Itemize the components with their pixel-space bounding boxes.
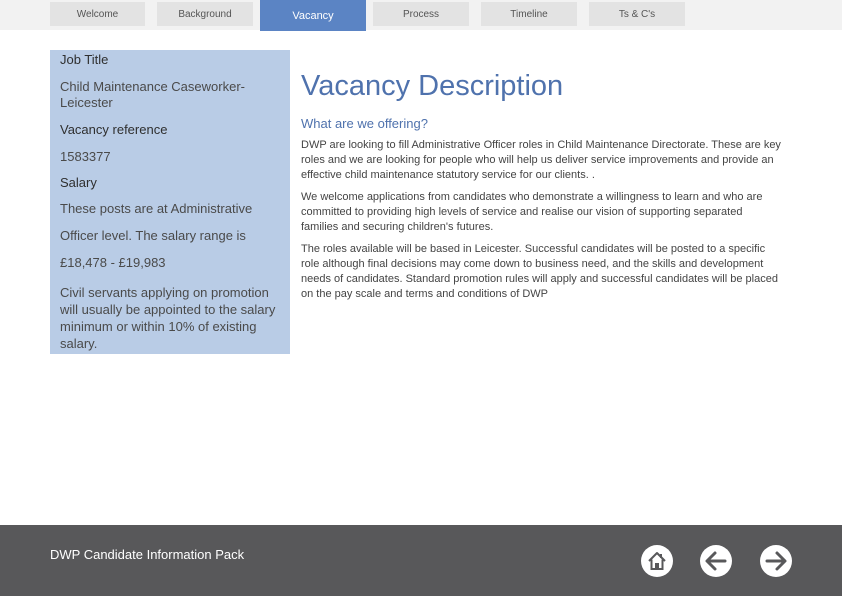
vacancy-reference-label: Vacancy reference (60, 122, 168, 137)
vacancy-reference-value: 1583377 (60, 149, 111, 164)
arrow-left-icon (703, 550, 729, 572)
tab-welcome[interactable]: Welcome (50, 2, 145, 26)
tab-timeline[interactable]: Timeline (481, 2, 577, 26)
arrow-right-icon (763, 550, 789, 572)
top-nav (0, 0, 842, 30)
home-icon (646, 550, 668, 572)
back-button[interactable] (700, 545, 732, 577)
job-title-value: Child Maintenance Caseworker- Leicester (60, 79, 245, 110)
next-button[interactable] (760, 545, 792, 577)
page-title: Vacancy Description (301, 70, 564, 102)
job-title-label: Job Title (60, 52, 109, 67)
footer-bar (0, 525, 842, 596)
description-paragraph: The roles available will be based in Leicester. Successful candidates will be posted to a specific role although final decisions may come down to business need, and the skills and development needs of candidates. Standard promotion rules will apply and successful candidates will be placed on the pay scale and terms and conditions of DWP (301, 243, 778, 300)
salary-label: Salary (60, 175, 97, 190)
footer-title: DWP Candidate Information Pack (50, 547, 245, 562)
description-paragraph: DWP are looking to fill Administrative Officer roles in Child Maintenance Directorate. These are key roles and we are looking for people who will help us deliver service improvements and provide an effective child maintenance statutory service for our clients. . (301, 139, 781, 181)
tab-terms[interactable]: Ts & C's (589, 2, 685, 26)
section-subheading: What are we offering? (301, 116, 428, 131)
job-info-panel (50, 50, 290, 354)
tab-vacancy[interactable]: Vacancy (260, 0, 366, 31)
home-button[interactable] (641, 545, 673, 577)
tab-process[interactable]: Process (373, 2, 469, 26)
salary-description-line1: These posts are at Administrative (60, 201, 253, 216)
description-paragraph: We welcome applications from candidates who demonstrate a willingness to learn and who are committed to providing high levels of service and realise our vision of supporting separated families and securing children's futures. (301, 191, 763, 233)
tab-background[interactable]: Background (157, 2, 253, 26)
salary-note: Civil servants applying on promotion will usually be appointed to the salary minimum or within 10% of existing salary. (60, 285, 276, 351)
salary-range: £18,478 - £19,983 (60, 255, 166, 270)
salary-description-line2: Officer level. The salary range is (60, 228, 246, 243)
